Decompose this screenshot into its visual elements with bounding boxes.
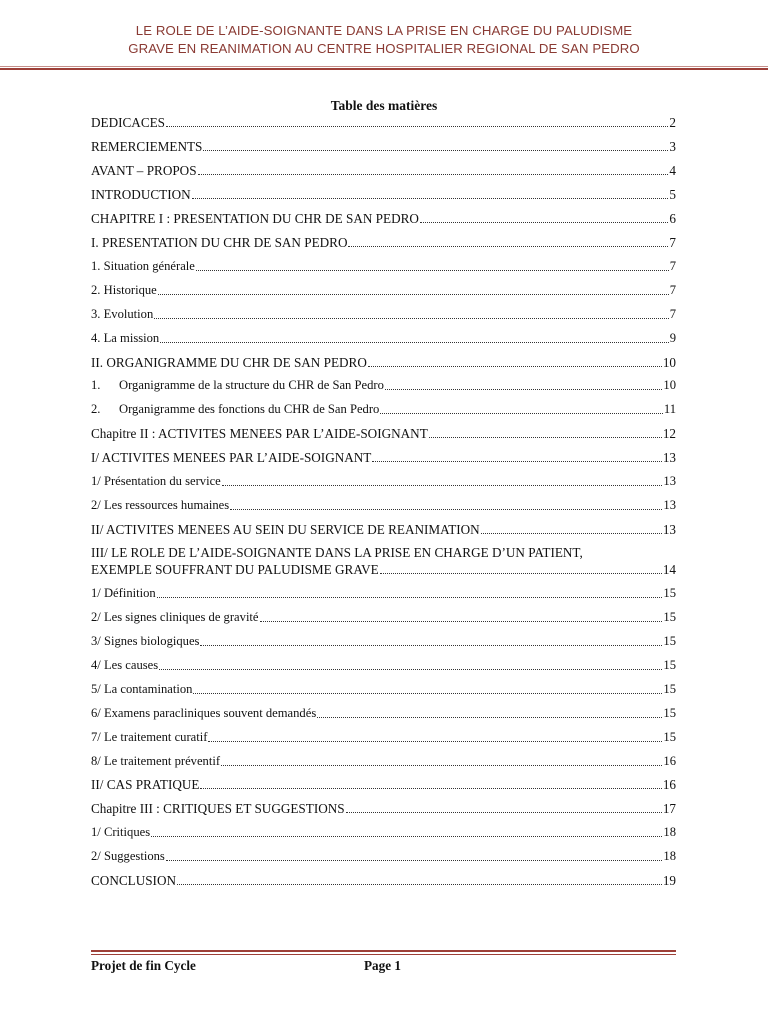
- toc-entry-number: 2.: [91, 402, 101, 416]
- toc-entry-label: INTRODUCTION: [91, 187, 191, 202]
- toc-entry-page: 2: [669, 115, 676, 130]
- toc-entry-page: 13: [663, 474, 676, 488]
- toc-entry[interactable]: [91, 776, 676, 793]
- toc-entry[interactable]: [91, 377, 676, 394]
- toc-entry-label: CONCLUSION: [91, 873, 176, 888]
- toc-entry[interactable]: [91, 449, 676, 466]
- toc-entry-number: 1.: [91, 378, 101, 392]
- toc-entry-page: 17: [662, 801, 676, 816]
- toc-entry-label: I. PRESENTATION DU CHR DE SAN PEDRO: [91, 235, 348, 250]
- toc-entry-page: 15: [663, 658, 676, 672]
- toc-entry[interactable]: [91, 521, 676, 538]
- toc-entry-label: 7/ Le traitement curatif: [91, 730, 208, 744]
- toc-entry[interactable]: [91, 401, 676, 418]
- toc-entry-page: 15: [663, 586, 676, 600]
- toc-entry-label: 8/ Le traitement préventif: [91, 754, 221, 768]
- toc-entry-page: 13: [662, 450, 676, 465]
- toc-entry-page: 10: [662, 355, 676, 370]
- toc-entry-label: 6/ Examens paracliniques souvent demandés: [91, 706, 317, 720]
- toc-entry-page: 19: [662, 873, 676, 888]
- toc-entry[interactable]: [91, 138, 676, 155]
- toc-entry-page: 13: [662, 522, 676, 537]
- toc-entry-page: 9: [669, 331, 676, 345]
- toc-entry[interactable]: [91, 872, 676, 889]
- toc-entry-page: 5: [669, 187, 676, 202]
- toc-entry-page: 13: [663, 498, 676, 512]
- toc-entry-label: 3. Evolution: [91, 307, 154, 321]
- toc-entry-page: 15: [663, 706, 676, 720]
- toc-entry-label: 4/ Les causes: [91, 658, 159, 672]
- toc-entry-page: 3: [669, 139, 676, 154]
- toc-entry[interactable]: [91, 473, 676, 490]
- toc-entry[interactable]: [91, 729, 676, 746]
- toc-entry-page: 18: [663, 825, 676, 839]
- toc-entry-label: III/ LE ROLE DE L’AIDE-SOIGNANTE DANS LA PRISE EN CHARGE D’UN PATIENT,: [91, 545, 583, 560]
- toc-entry-label: Chapitre II : ACTIVITES MENEES PAR L’AIDE-SOIGNANT: [91, 426, 428, 441]
- toc-entry-label: I/ ACTIVITES MENEES PAR L’AIDE-SOIGNANT: [91, 450, 372, 465]
- toc-entry-page: 18: [663, 849, 676, 863]
- toc-entry[interactable]: [91, 330, 676, 347]
- header-line-2: GRAVE EN REANIMATION AU CENTRE HOSPITALIER REGIONAL DE SAN PEDRO: [128, 41, 640, 56]
- toc-entry-label: 2/ Suggestions: [91, 849, 165, 863]
- toc-entry-page: 16: [663, 754, 676, 768]
- toc-entry[interactable]: [91, 544, 676, 578]
- toc-entry-label: 2/ Les ressources humaines: [91, 498, 230, 512]
- toc-entry[interactable]: [91, 186, 676, 203]
- toc-entry[interactable]: [91, 609, 676, 626]
- toc-entry-label-continued: EXEMPLE SOUFFRANT DU PALUDISME GRAVE: [91, 562, 379, 577]
- toc-entry[interactable]: [91, 210, 676, 227]
- toc-entry-page: 7: [669, 283, 676, 297]
- toc-entry[interactable]: [91, 705, 676, 722]
- toc-entry-label: 1. Situation générale: [91, 259, 195, 273]
- toc-entry-page: 7: [669, 259, 676, 273]
- page-number: Page 1: [364, 958, 401, 973]
- toc-entry[interactable]: [91, 753, 676, 770]
- toc-entry-label: 2. Historique: [91, 283, 157, 297]
- toc-entry-page: 15: [663, 682, 676, 696]
- toc-entry[interactable]: [91, 114, 676, 131]
- toc-entry-label: 3/ Signes biologiques: [91, 634, 200, 648]
- toc-title: Table des matières: [330, 98, 438, 113]
- toc-entry-label: 2/ Les signes cliniques de gravité: [91, 610, 259, 624]
- toc-entry-label: 1/ Définition: [91, 586, 156, 600]
- toc-entry[interactable]: [91, 681, 676, 698]
- toc-entry-label: Organigramme des fonctions du CHR de San Pedro: [119, 402, 380, 416]
- toc-entry-label: Organigramme de la structure du CHR de San Pedro: [119, 378, 384, 392]
- toc-entry-label: CHAPITRE I : PRESENTATION DU CHR DE SAN PEDRO: [91, 211, 419, 226]
- toc-entry-page: 4: [669, 163, 676, 178]
- toc-entry-label: REMERCIEMENTS: [91, 139, 203, 154]
- toc-entry[interactable]: [91, 497, 676, 514]
- toc-entry[interactable]: [91, 800, 676, 817]
- header-line-1: LE ROLE DE L’AIDE-SOIGNANTE DANS LA PRISE EN CHARGE DU PALUDISME: [135, 23, 633, 38]
- toc-entry-page: 15: [663, 634, 676, 648]
- toc-entry-label: 5/ La contamination: [91, 682, 193, 696]
- toc-entry[interactable]: [91, 258, 676, 275]
- toc-entry-label: DEDICACES: [91, 115, 165, 130]
- toc-entry-page: 12: [662, 426, 676, 441]
- toc-entry-label: 1/ Critiques: [91, 825, 151, 839]
- toc-entry[interactable]: [91, 306, 676, 323]
- toc-entry[interactable]: [91, 633, 676, 650]
- toc-entry-page: 6: [669, 211, 676, 226]
- toc-entry-page: 11: [663, 402, 676, 416]
- toc-entry-page: 7: [669, 307, 676, 321]
- toc-entry[interactable]: [91, 585, 676, 602]
- toc-entry-label: 1/ Présentation du service: [91, 474, 221, 488]
- header-rule: [0, 66, 768, 70]
- toc-entry-page: 14: [662, 562, 676, 577]
- toc-entry-page: 16: [662, 777, 676, 792]
- toc-entry-page: 7: [669, 235, 676, 250]
- toc-entry[interactable]: [91, 657, 676, 674]
- toc-entry-page: 10: [663, 378, 676, 392]
- toc-entry[interactable]: [91, 848, 676, 865]
- toc-entry-label: 4. La mission: [91, 331, 160, 345]
- toc-entry-page: 15: [663, 730, 676, 744]
- toc-entry[interactable]: [91, 234, 676, 251]
- toc-entry[interactable]: [91, 162, 676, 179]
- footer-title: Projet de fin Cycle: [91, 958, 196, 973]
- toc-entry-label: II/ ACTIVITES MENEES AU SEIN DU SERVICE DE REANIMATION: [91, 522, 480, 537]
- footer-rule: [91, 950, 676, 955]
- toc-entry[interactable]: [91, 354, 676, 371]
- toc-entry[interactable]: [91, 824, 676, 841]
- toc-entry-page: 15: [663, 610, 676, 624]
- toc-entry[interactable]: [91, 282, 676, 299]
- toc-entry-label: II. ORGANIGRAMME DU CHR DE SAN PEDRO: [91, 355, 367, 370]
- toc-entry[interactable]: [91, 425, 676, 442]
- running-header: [0, 22, 768, 58]
- toc-entry-label: II/ CAS PRATIQUE: [91, 777, 200, 792]
- toc-entry-label: Chapitre III : CRITIQUES ET SUGGESTIONS: [91, 801, 345, 816]
- toc-entry-label: AVANT – PROPOS: [91, 163, 197, 178]
